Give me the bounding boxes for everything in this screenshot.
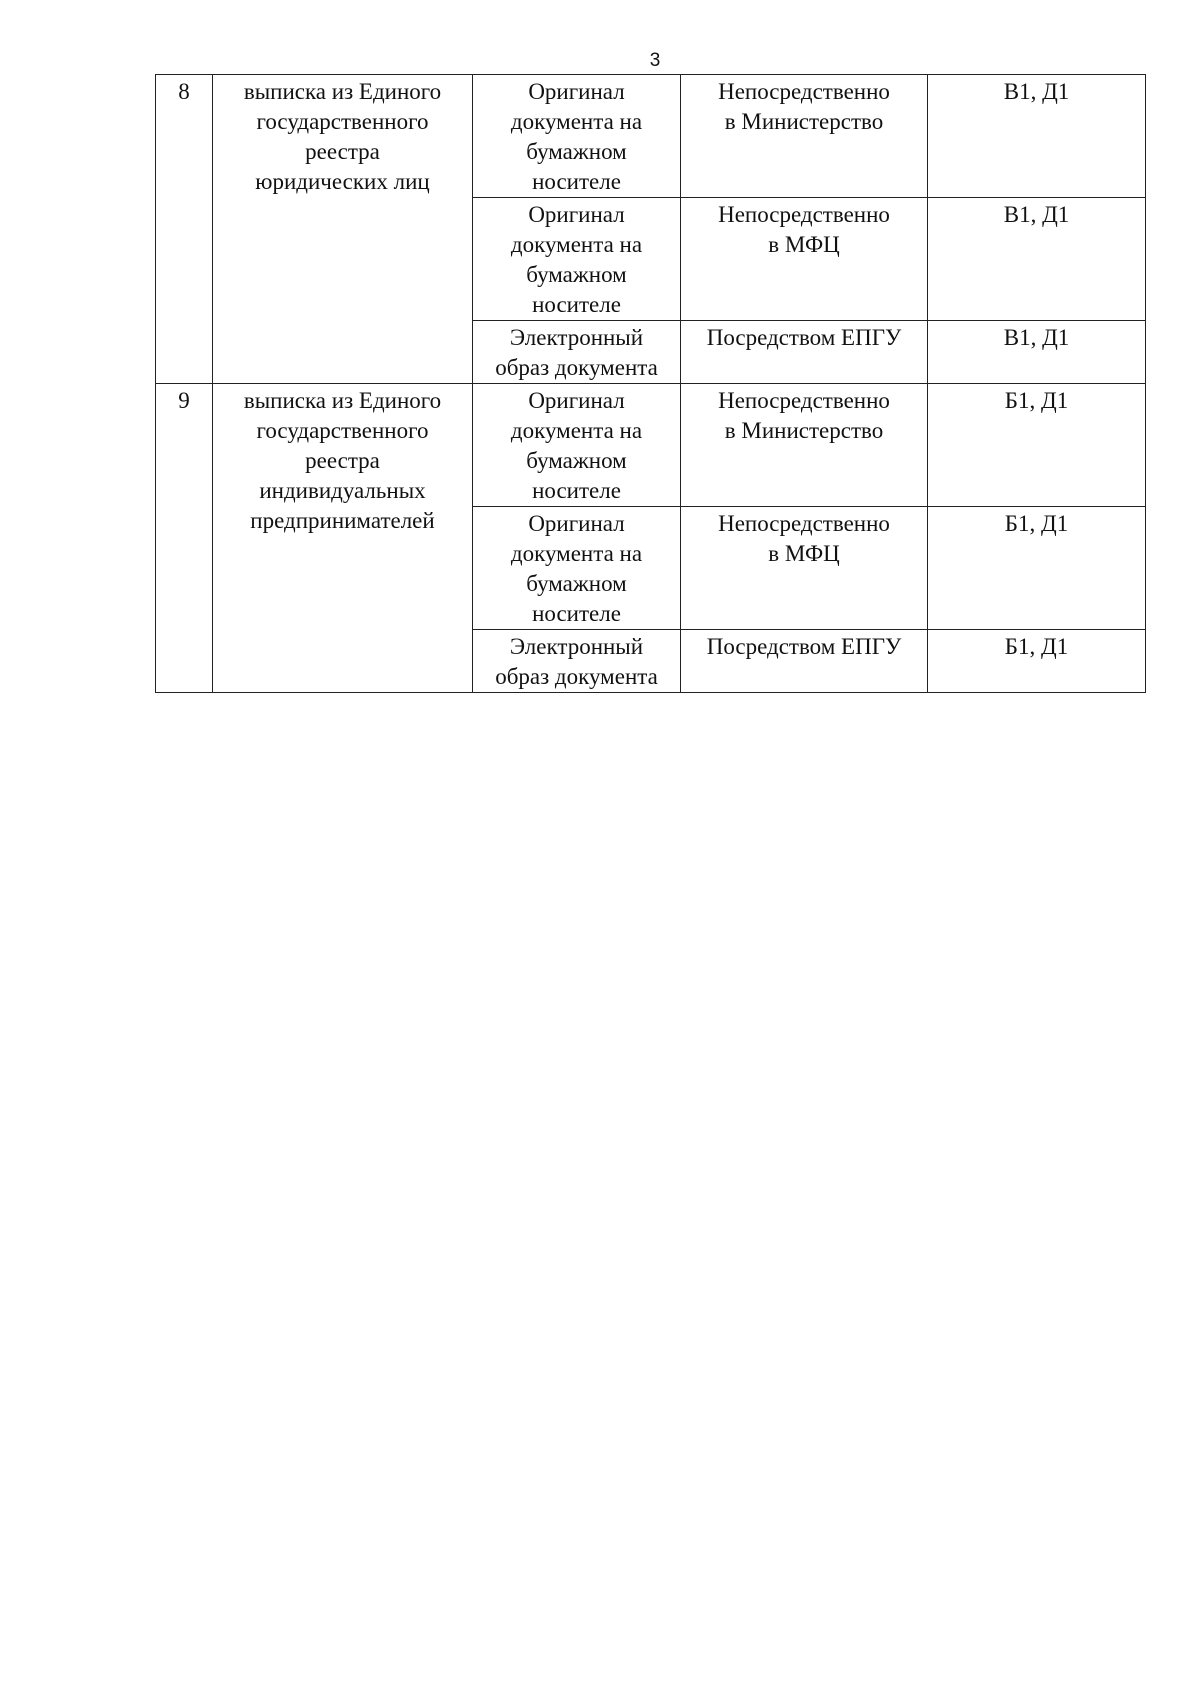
document-form: Оригинал документа на бумажном носителе [510,79,643,194]
requirement-code-cell [928,198,1146,321]
submission-method-cell [681,198,928,321]
submission-method: Посредством ЕПГУ [706,325,902,350]
submission-method: Посредством ЕПГУ [706,634,902,659]
requirement-code: В1, Д1 [1003,79,1070,104]
document-form: Оригинал документа на бумажном носителе [510,511,643,626]
submission-method: Непосредственно в Министерство [718,388,890,443]
submission-method-cell [681,75,928,198]
document-form-cell [473,75,681,198]
submission-method: Непосредственно в Министерство [718,79,890,134]
document-form-cell [473,321,681,384]
requirement-code-cell [928,75,1146,198]
row-number: 8 [178,79,190,104]
row-number-cell [156,384,213,693]
requirement-code: Б1, Д1 [1004,634,1069,659]
document-form: Оригинал документа на бумажном носителе [510,202,643,317]
document-form: Электронный образ документа [495,325,658,380]
document-name: выписка из Единого государственного реестра индивидуальных предпринимателей [243,388,442,533]
requirement-code: Б1, Д1 [1004,388,1069,413]
document-form: Электронный образ документа [495,634,658,689]
document-form: Оригинал документа на бумажном носителе [510,388,643,503]
row-number-cell [156,75,213,384]
table-row [156,384,1146,507]
row-number: 9 [178,388,190,413]
document-name: выписка из Единого государственного реестра юридических лиц [243,79,442,194]
requirement-code-cell [928,321,1146,384]
document-form-cell [473,198,681,321]
submission-method-cell [681,630,928,693]
submission-method-cell [681,321,928,384]
document-form-cell [473,507,681,630]
requirement-code: В1, Д1 [1003,202,1070,227]
submission-method: Непосредственно в МФЦ [718,511,890,566]
submission-method: Непосредственно в МФЦ [718,202,890,257]
requirement-code-cell [928,630,1146,693]
table-row [156,75,1146,198]
requirement-code-cell [928,384,1146,507]
document-form-cell [473,384,681,507]
document-name-cell [213,384,473,693]
documents-table [155,74,1146,693]
submission-method-cell [681,384,928,507]
page-number: 3 [649,50,661,71]
requirement-code: В1, Д1 [1003,325,1070,350]
requirement-code: Б1, Д1 [1004,511,1069,536]
document-form-cell [473,630,681,693]
requirement-code-cell [928,507,1146,630]
submission-method-cell [681,507,928,630]
document-name-cell [213,75,473,384]
